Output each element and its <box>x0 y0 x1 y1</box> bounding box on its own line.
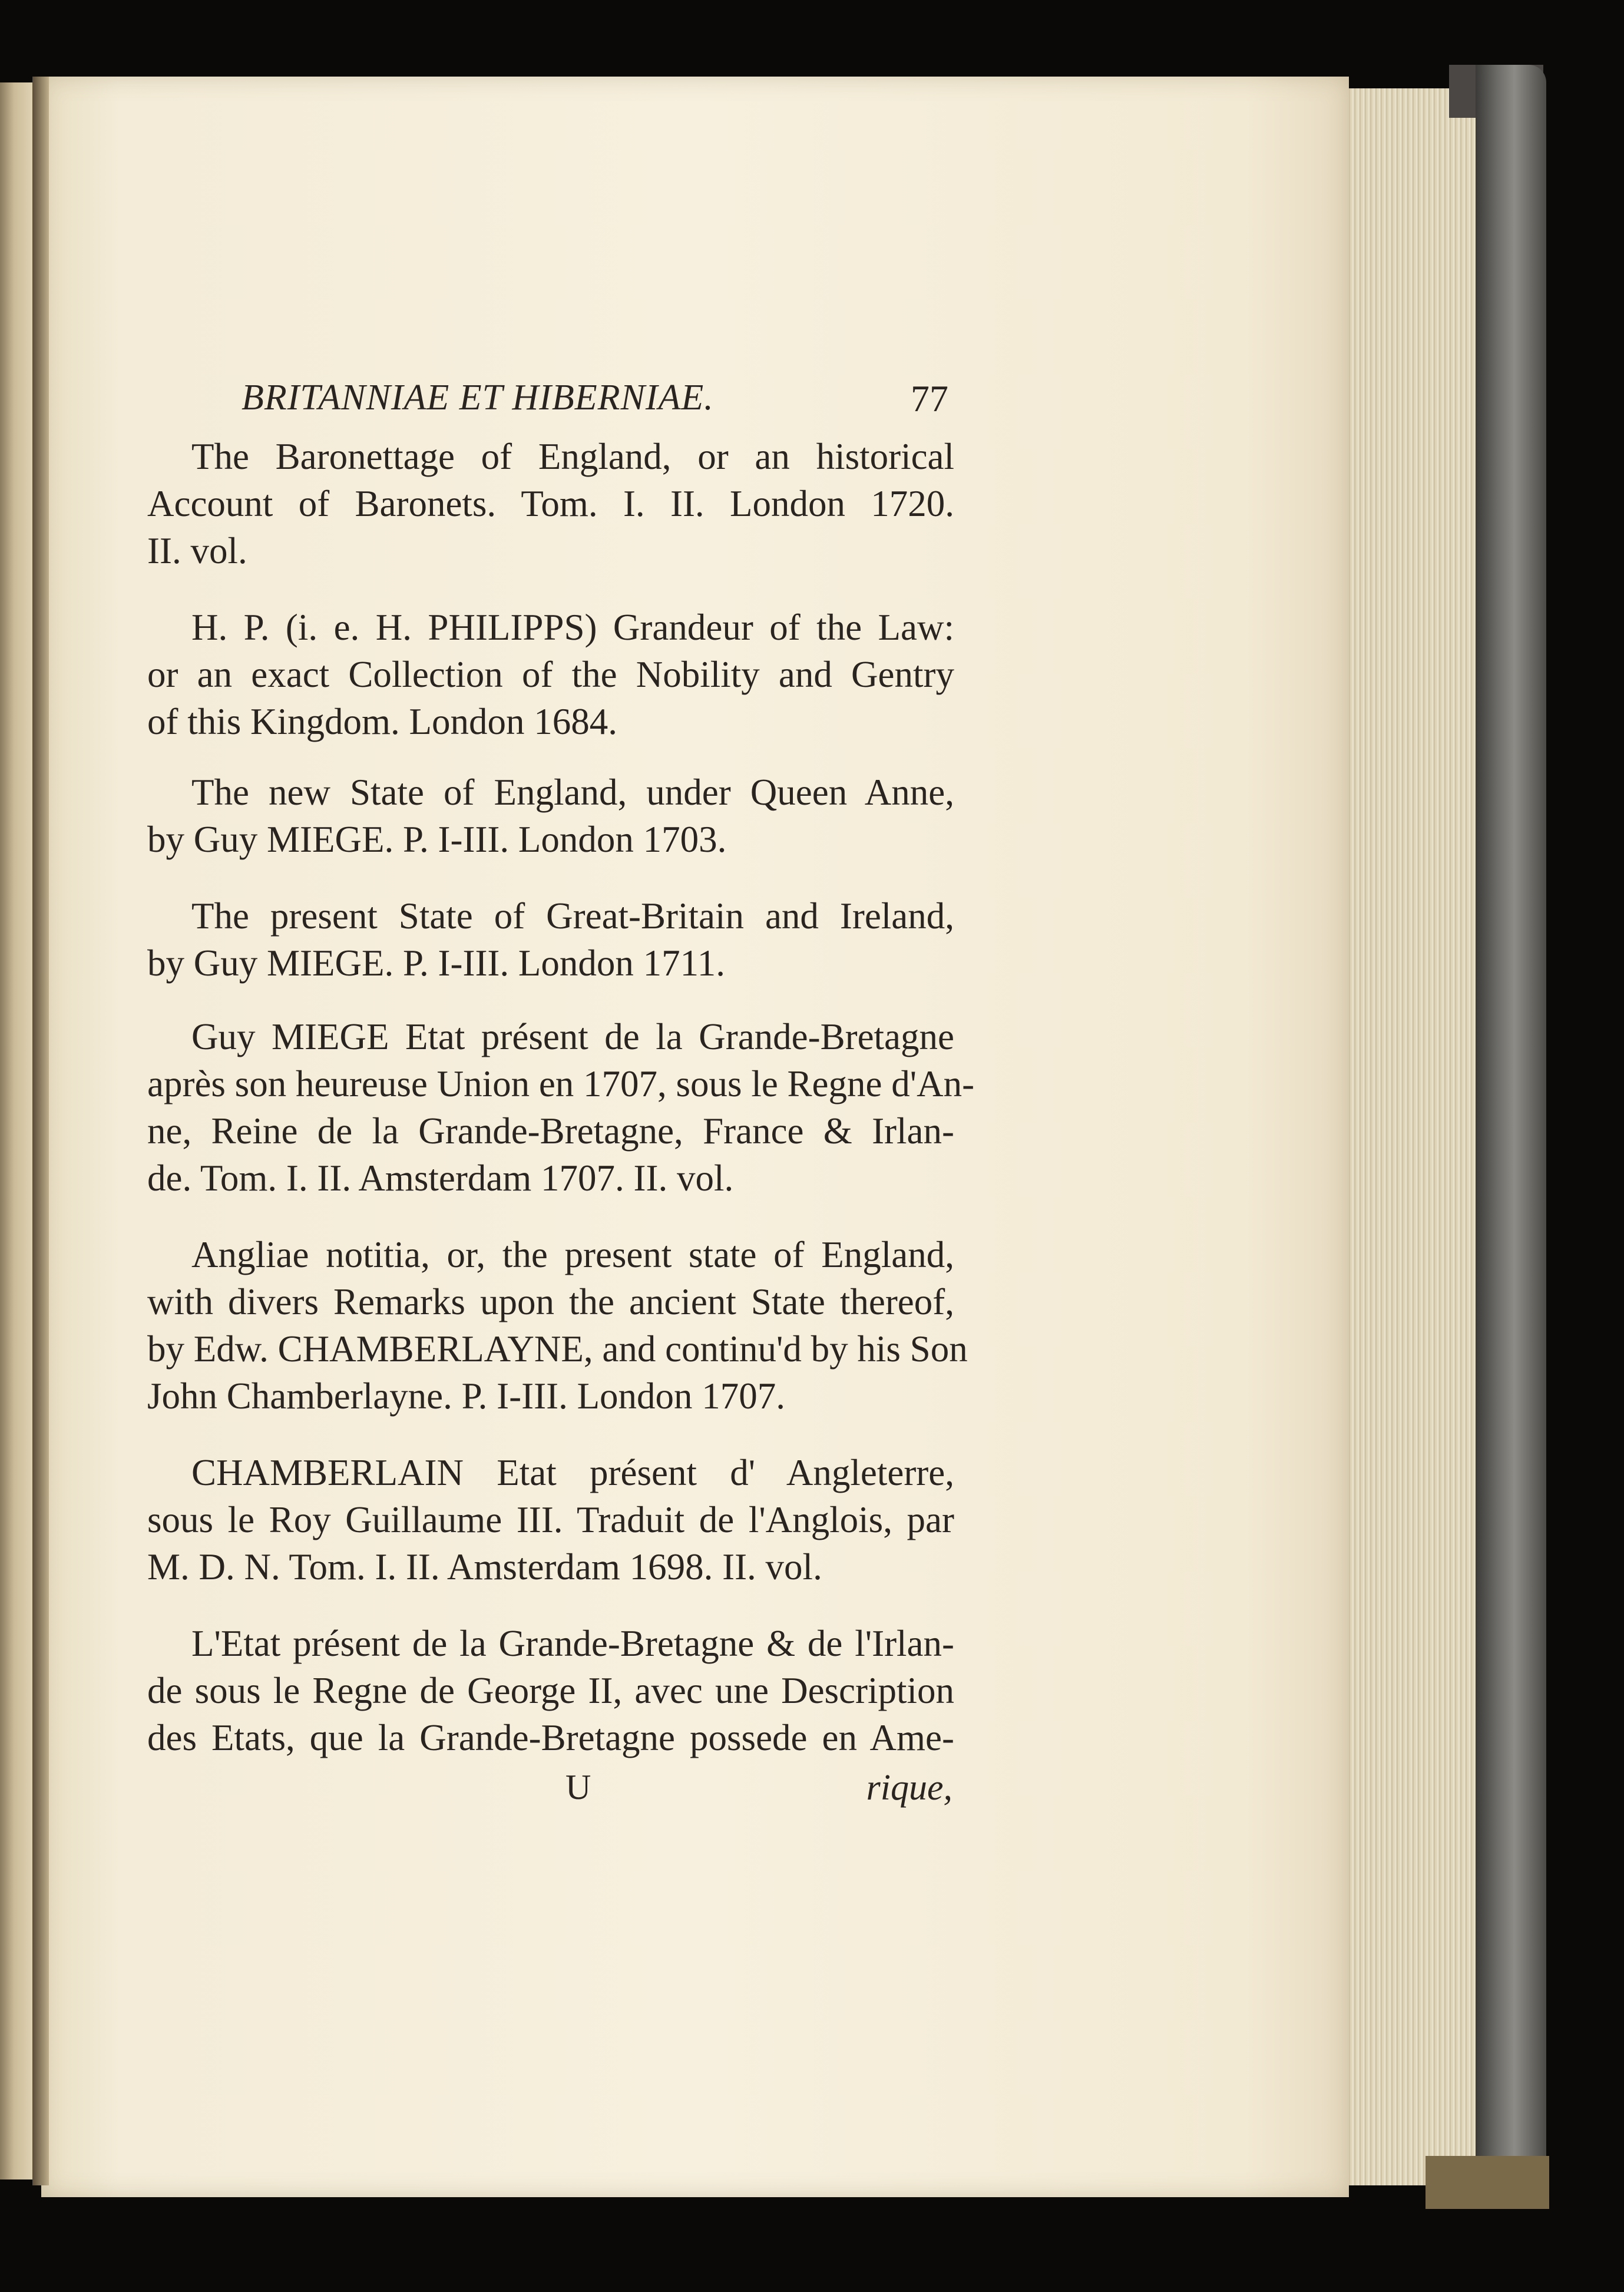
entry-line: ne, Reine de la Grande-Bretagne, France & Irlan- <box>147 1110 954 1152</box>
entry-line: CHAMBERLAIN Etat présent d' Angleterre, <box>191 1452 954 1493</box>
entry-line: by Edw. CHAMBERLAYNE, and continu'd by his Son <box>147 1328 968 1370</box>
bibliography-entry <box>147 604 954 745</box>
entry-line: H. P. (i. e. H. PHILIPPS) Grandeur of the Law: <box>191 607 954 648</box>
entry-line: des Etats, que la Grande-Bretagne possede en Ame- <box>147 1717 954 1758</box>
bibliography-entry <box>147 1620 954 1761</box>
entry-line: John Chamberlayne. P. I-III. London 1707. <box>147 1375 786 1417</box>
entry-line: The Baronettage of England, or an historical <box>191 436 954 477</box>
entry-line: de sous le Regne de George II, avec une Description <box>147 1670 954 1711</box>
entry-line: sous le Roy Guillaume III. Traduit de l'Anglois, par <box>147 1499 954 1540</box>
entry-line: M. D. N. Tom. I. II. Amsterdam 1698. II. vol. <box>147 1546 822 1587</box>
book-fore-edge <box>1346 88 1481 2185</box>
bibliography-entry <box>147 1013 975 1202</box>
entry-line: by Guy MIEGE. P. I-III. London 1703. <box>147 819 727 860</box>
running-head <box>242 377 948 424</box>
entry-line: L'Etat présent de la Grande-Bretagne & de l'Irlan- <box>191 1623 954 1664</box>
previous-page-edge <box>0 82 35 2179</box>
bibliography-entry <box>147 892 954 987</box>
signature-mark: U <box>565 1768 591 1807</box>
entry-line: de. Tom. I. II. Amsterdam 1707. II. vol. <box>147 1157 734 1199</box>
entry-line: or an exact Collection of the Nobility and Gentry <box>147 654 954 695</box>
bibliography-entry <box>147 1449 954 1590</box>
bibliography-entry <box>147 433 954 574</box>
entry-line: The present State of Great-Britain and Ireland, <box>191 895 954 937</box>
entry-line: with divers Remarks upon the ancient State thereof, <box>147 1281 954 1322</box>
entry-line: Guy MIEGE Etat présent de la Grande-Bretagne <box>191 1016 954 1057</box>
entry-line: by Guy MIEGE. P. I-III. London 1711. <box>147 942 726 984</box>
entry-line: The new State of England, under Queen Anne, <box>191 772 954 813</box>
catchword: rique, <box>866 1768 952 1808</box>
cover-corner-bottom <box>1425 2156 1549 2209</box>
running-head-title: BRITANNIAE ET HIBERNIAE. <box>242 378 714 418</box>
entry-line: of this Kingdom. London 1684. <box>147 701 617 742</box>
entry-line: II. vol. <box>147 530 247 571</box>
entry-line: après son heureuse Union en 1707, sous le Regne d'An- <box>147 1063 975 1104</box>
page-number: 77 <box>911 378 948 419</box>
bibliography-entry <box>147 1231 968 1420</box>
page-gutter <box>32 77 49 2185</box>
entry-line: Angliae notitia, or, the present state of England, <box>191 1234 954 1275</box>
bibliography-entry <box>147 769 954 863</box>
entry-line: Account of Baronets. Tom. I. II. London 1720. <box>147 483 954 524</box>
book-cover-edge <box>1476 65 1546 2209</box>
